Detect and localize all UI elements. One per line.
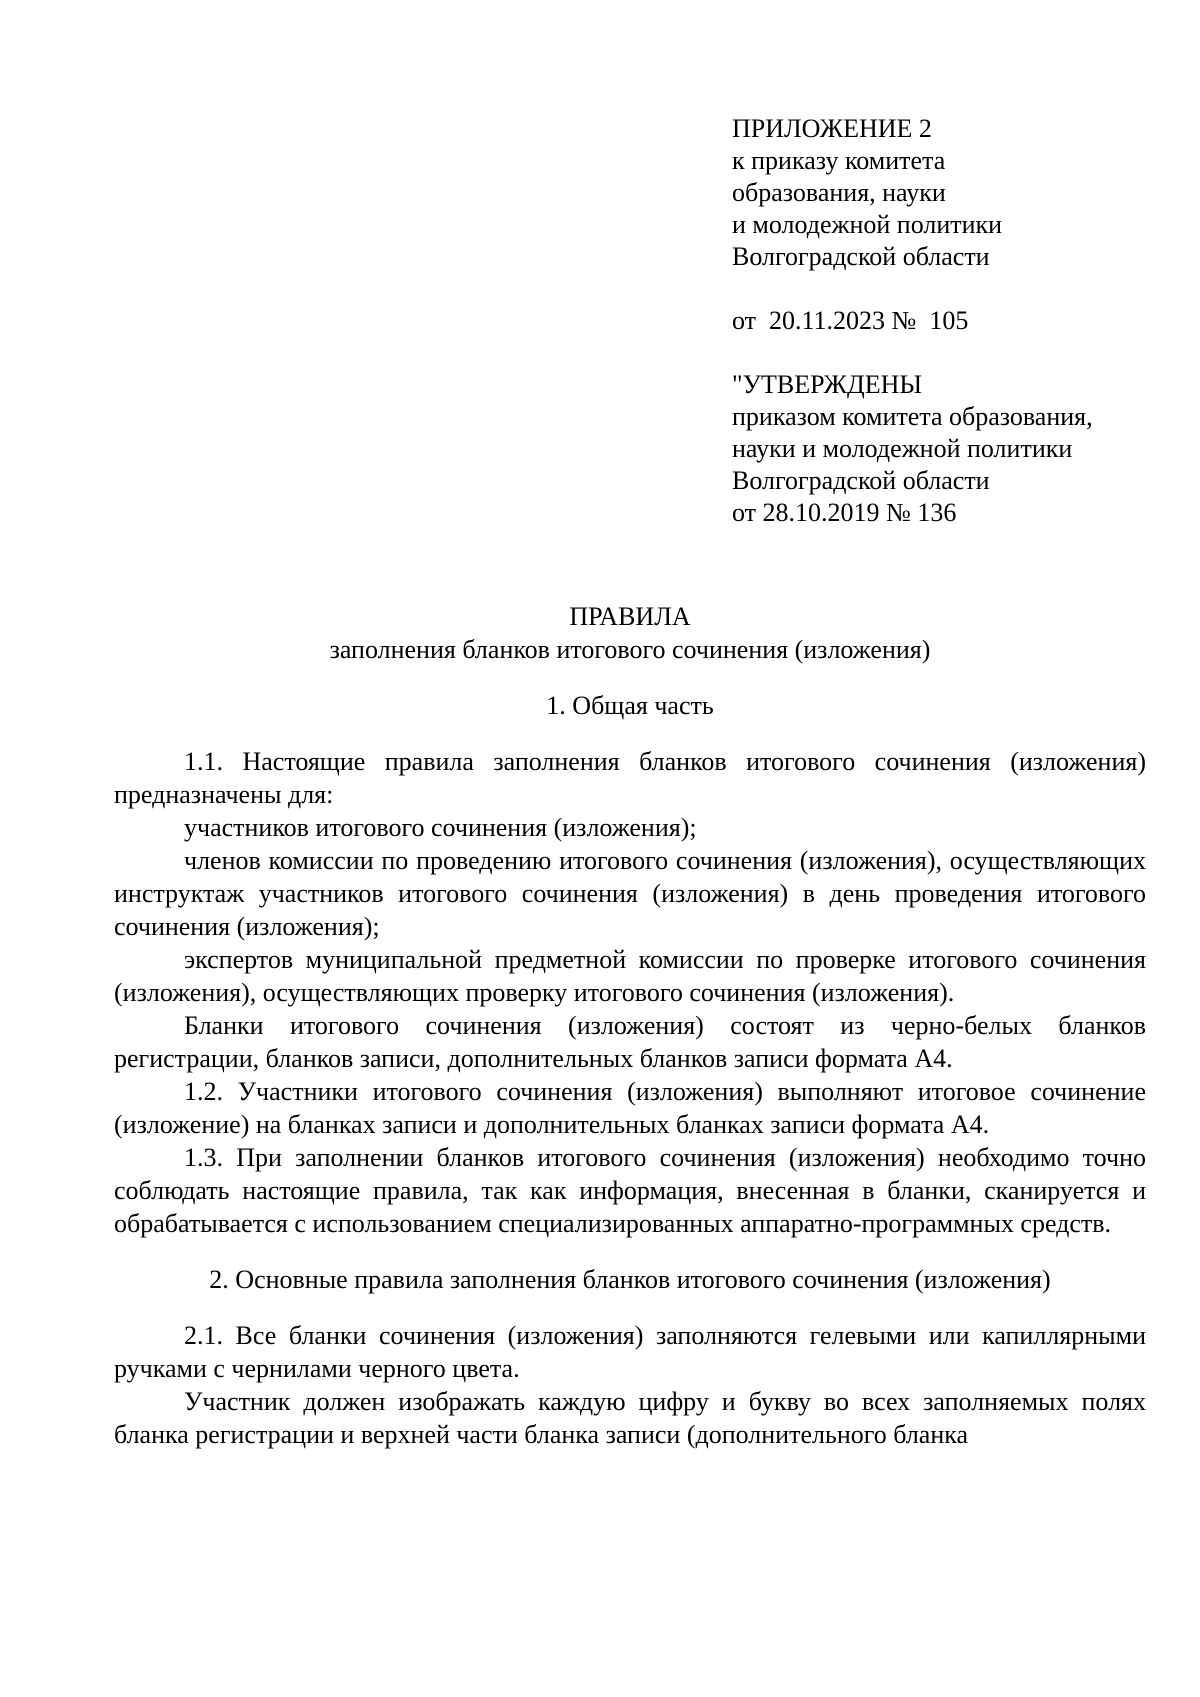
section-1-title: 1. Общая часть — [546, 691, 714, 720]
paragraph: 1.3. При заполнении бланков итогового сочинения (изложения) необходимо точно соблюдать настоящие правила, так как информация, внесенная в бланки, сканируется и обрабатывается с использованием специализированных аппаратно-программных средств. — [114, 1143, 1146, 1238]
approved-line: Волгоградской области — [732, 466, 990, 495]
approved-line: приказом комитета образования, — [732, 402, 1093, 431]
appendix-line: к приказу комитета — [732, 146, 946, 175]
paragraph: членов комиссии по проведению итогового сочинения (изложения), осуществляющих инструктаж участников итогового сочинения (изложения) в день проведения итогового сочинения (изложения); — [114, 846, 1146, 941]
document-subtitle: заполнения бланков итогового сочинения (изложения) — [329, 635, 931, 664]
approved-title: "УТВЕРЖДЕНЫ — [732, 370, 923, 399]
paragraph: участников итогового сочинения (изложения); — [184, 813, 697, 842]
appendix-line: и молодежной политики — [732, 210, 1003, 239]
order-reference: от 20.11.2023 № 105 — [732, 306, 969, 335]
appendix-header — [732, 113, 1172, 529]
spacer — [732, 273, 1172, 305]
approved-line: науки и молодежной политики — [732, 434, 1073, 463]
paragraph: Участник должен изображать каждую цифру и букву во всех заполняемых полях бланка регистрации и верхней части бланка записи (дополнительного бланка — [114, 1387, 1146, 1449]
approved-line: от 28.10.2019 № 136 — [732, 498, 957, 527]
document-body — [114, 600, 1146, 1451]
paragraph: 2.1. Все бланки сочинения (изложения) заполняются гелевыми или капиллярными ручками с чернилами черного цвета. — [114, 1321, 1146, 1383]
paragraph: 1.1. Настоящие правила заполнения бланков итогового сочинения (изложения) предназначены для: — [114, 747, 1146, 809]
appendix-title: ПРИЛОЖЕНИЕ 2 — [732, 114, 932, 143]
section-2-title: 2. Основные правила заполнения бланков итогового сочинения (изложения) — [209, 1265, 1051, 1294]
spacer — [732, 337, 1172, 369]
appendix-line: образования, науки — [732, 178, 946, 207]
paragraph: Бланки итогового сочинения (изложения) состоят из черно-белых бланков регистрации, бланков записи, дополнительных бланков записи формата А4. — [114, 1011, 1146, 1073]
paragraph: экспертов муниципальной предметной комиссии по проверке итогового сочинения (изложения), осуществляющих проверку итогового сочинения (изложения). — [114, 945, 1146, 1007]
document-title: ПРАВИЛА — [569, 602, 691, 631]
appendix-line: Волгоградской области — [732, 242, 990, 271]
paragraph: 1.2. Участники итогового сочинения (изложения) выполняют итоговое сочинение (изложение) на бланках записи и дополнительных бланках записи формата А4. — [114, 1077, 1146, 1139]
